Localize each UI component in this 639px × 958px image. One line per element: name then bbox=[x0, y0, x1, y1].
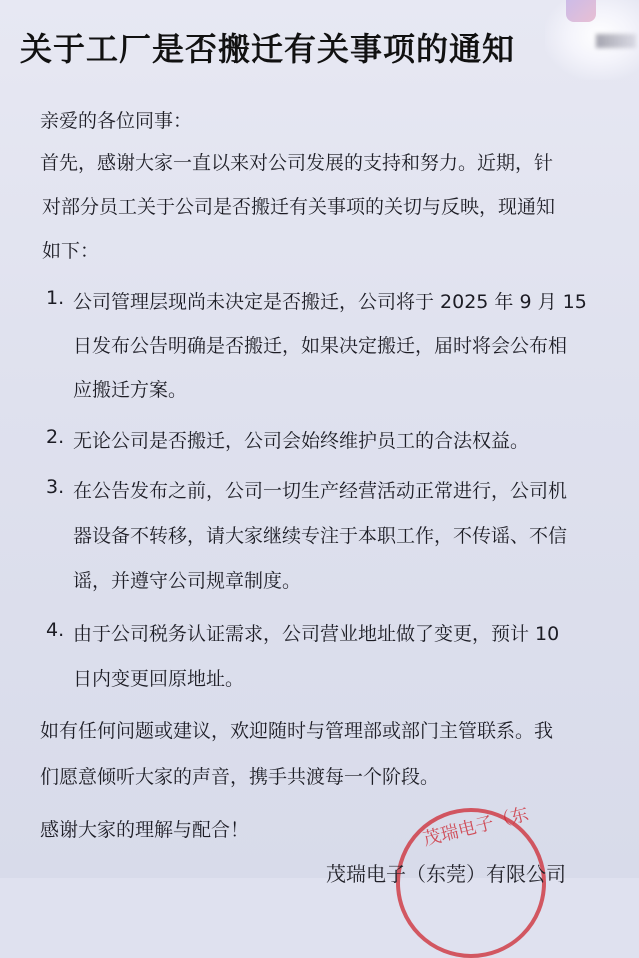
page-title: 关于工厂是否搬迁有关事项的通知 bbox=[20, 30, 516, 68]
intro-line-1: 首先，感谢大家一直以来对公司发展的支持和努力。近期，针 bbox=[40, 152, 554, 174]
company-signature: 茂瑞电子（东莞）有限公司 bbox=[326, 862, 566, 886]
intro-line-2: 对部分员工关于公司是否搬迁有关事项的关切与反映，现通知 bbox=[42, 196, 556, 218]
thanks-line: 感谢大家的理解与配合！ bbox=[40, 819, 250, 841]
item-4-line-2: 日内变更回原地址。 bbox=[73, 668, 245, 690]
closing-line-2: 们愿意倾听大家的声音，携手共渡每一个阶段。 bbox=[40, 766, 440, 788]
intro-line-3: 如下： bbox=[42, 240, 100, 262]
item-3-line-3: 谣，并遵守公司规章制度。 bbox=[73, 570, 302, 592]
item-number: 3. bbox=[46, 476, 65, 498]
item-number: 4. bbox=[46, 619, 65, 641]
item-3-line-2: 器设备不转移，请大家继续专注于本职工作，不传谣、不信 bbox=[73, 525, 568, 547]
item-4-line-1: 由于公司税务认证需求，公司营业地址做了变更，预计 10 bbox=[73, 623, 560, 645]
glare-emblem-icon bbox=[566, 0, 596, 22]
item-2-line-1: 无论公司是否搬迁，公司会始终维护员工的合法权益。 bbox=[73, 430, 530, 452]
glare-smear bbox=[596, 34, 636, 48]
item-1-line-1: 公司管理层现尚未决定是否搬迁，公司将于 2025 年 9 月 15 bbox=[73, 291, 587, 313]
closing-line-1: 如有任何问题或建议，欢迎随时与管理部或部门主管联系。我 bbox=[40, 720, 554, 742]
item-1-line-3: 应搬迁方案。 bbox=[73, 379, 188, 401]
item-number: 2. bbox=[46, 426, 65, 448]
item-3-line-1: 在公告发布之前，公司一切生产经营活动正常进行，公司机 bbox=[73, 480, 568, 502]
item-1-line-2: 日发布公告明确是否搬迁，如果决定搬迁，届时将会公布相 bbox=[73, 335, 568, 357]
greeting: 亲爱的各位同事： bbox=[40, 110, 193, 132]
item-number: 1. bbox=[46, 287, 65, 309]
seal-text: 茂瑞电子（东 bbox=[420, 803, 531, 851]
